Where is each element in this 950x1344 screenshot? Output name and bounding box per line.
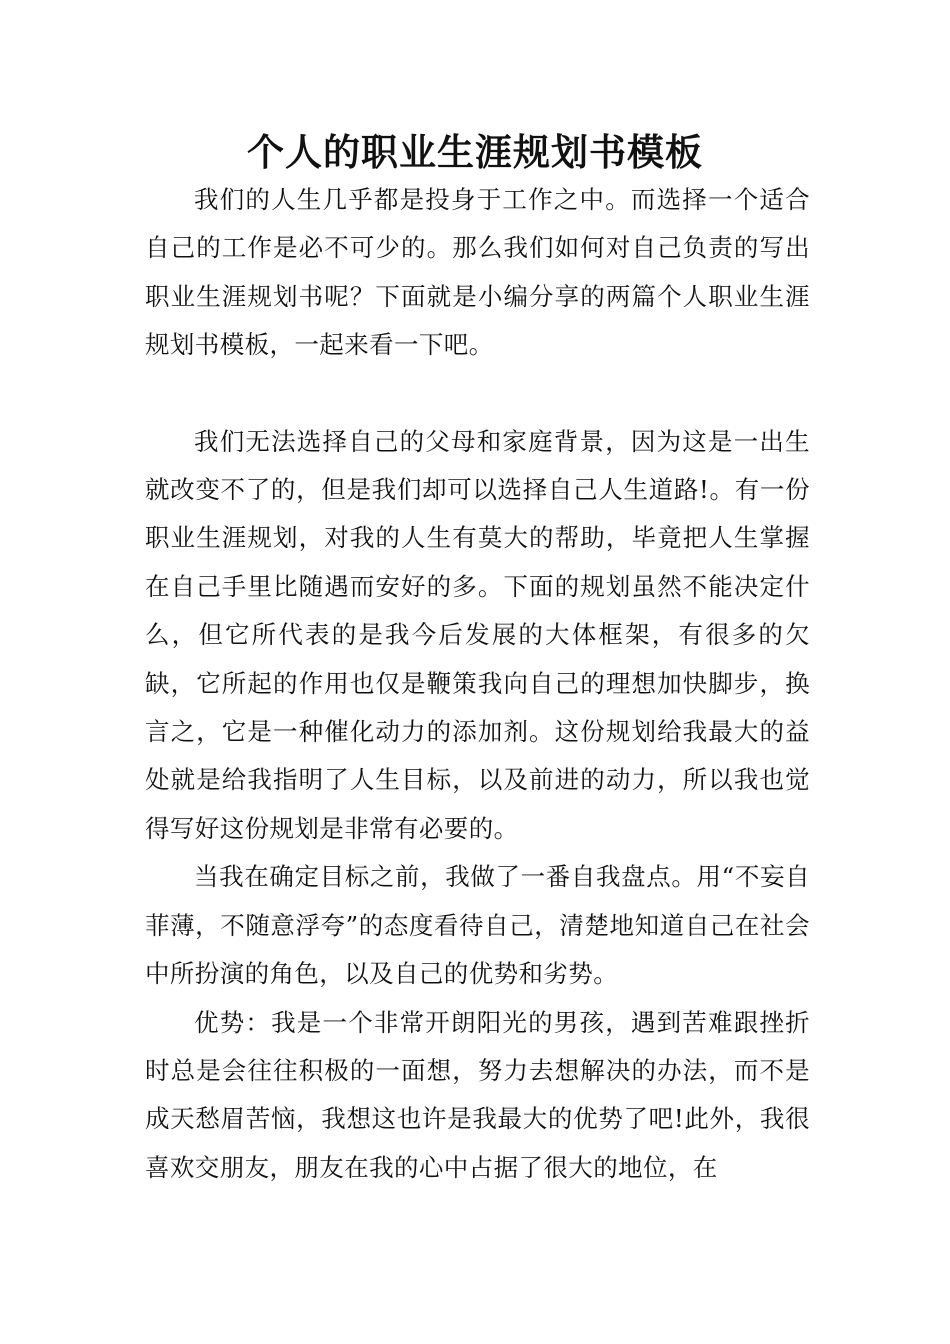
document-body: [145, 176, 810, 1192]
document-title: 个人的职业生涯规划书模板: [247, 130, 703, 174]
intro-paragraph: 我们的人生几乎都是投身于工作之中。而选择一个适合自己的工作是必不可少的。那么我们如何对自己负责的写出职业生涯规划书呢？下面就是小编分享的两篇个人职业生涯规划书模板，一起来看一下吧。: [145, 185, 810, 360]
background-paragraph: 我们无法选择自己的父母和家庭背景，因为这是一出生就改变不了的，但是我们却可以选择自己人生道路!。有一份职业生涯规划，对我的人生有莫大的帮助，毕竟把人生掌握在自己手里比随遇而安好的多。下面的规划虽然不能决定什么，但它所代表的是我今后发展的大体框架，有很多的欠缺，它所起的作用也仅是鞭策我向自己的理想加快脚步，换言之，它是一种催化动力的添加剂。这份规划给我最大的益处就是给我指明了人生目标，以及前进的动力，所以我也觉得写好这份规划是非常有必要的。: [145, 426, 810, 843]
paragraph-spacer: [145, 370, 810, 418]
strengths-paragraph: 优势：我是一个非常开朗阳光的男孩，遇到苦难跟挫折时总是会往往积极的一面想，努力去想解决的办法，而不是成天愁眉苦恼，我想这也许是我最大的优势了吧!此外，我很喜欢交朋友，朋友在我的心中占据了很大的地位，在: [145, 1007, 810, 1182]
self-assessment-paragraph: 当我在确定目标之前，我做了一番自我盘点。用“不妄自菲薄，不随意浮夸”的态度看待自己，清楚地知道自己在社会中所扮演的角色，以及自己的优势和劣势。: [145, 862, 810, 989]
